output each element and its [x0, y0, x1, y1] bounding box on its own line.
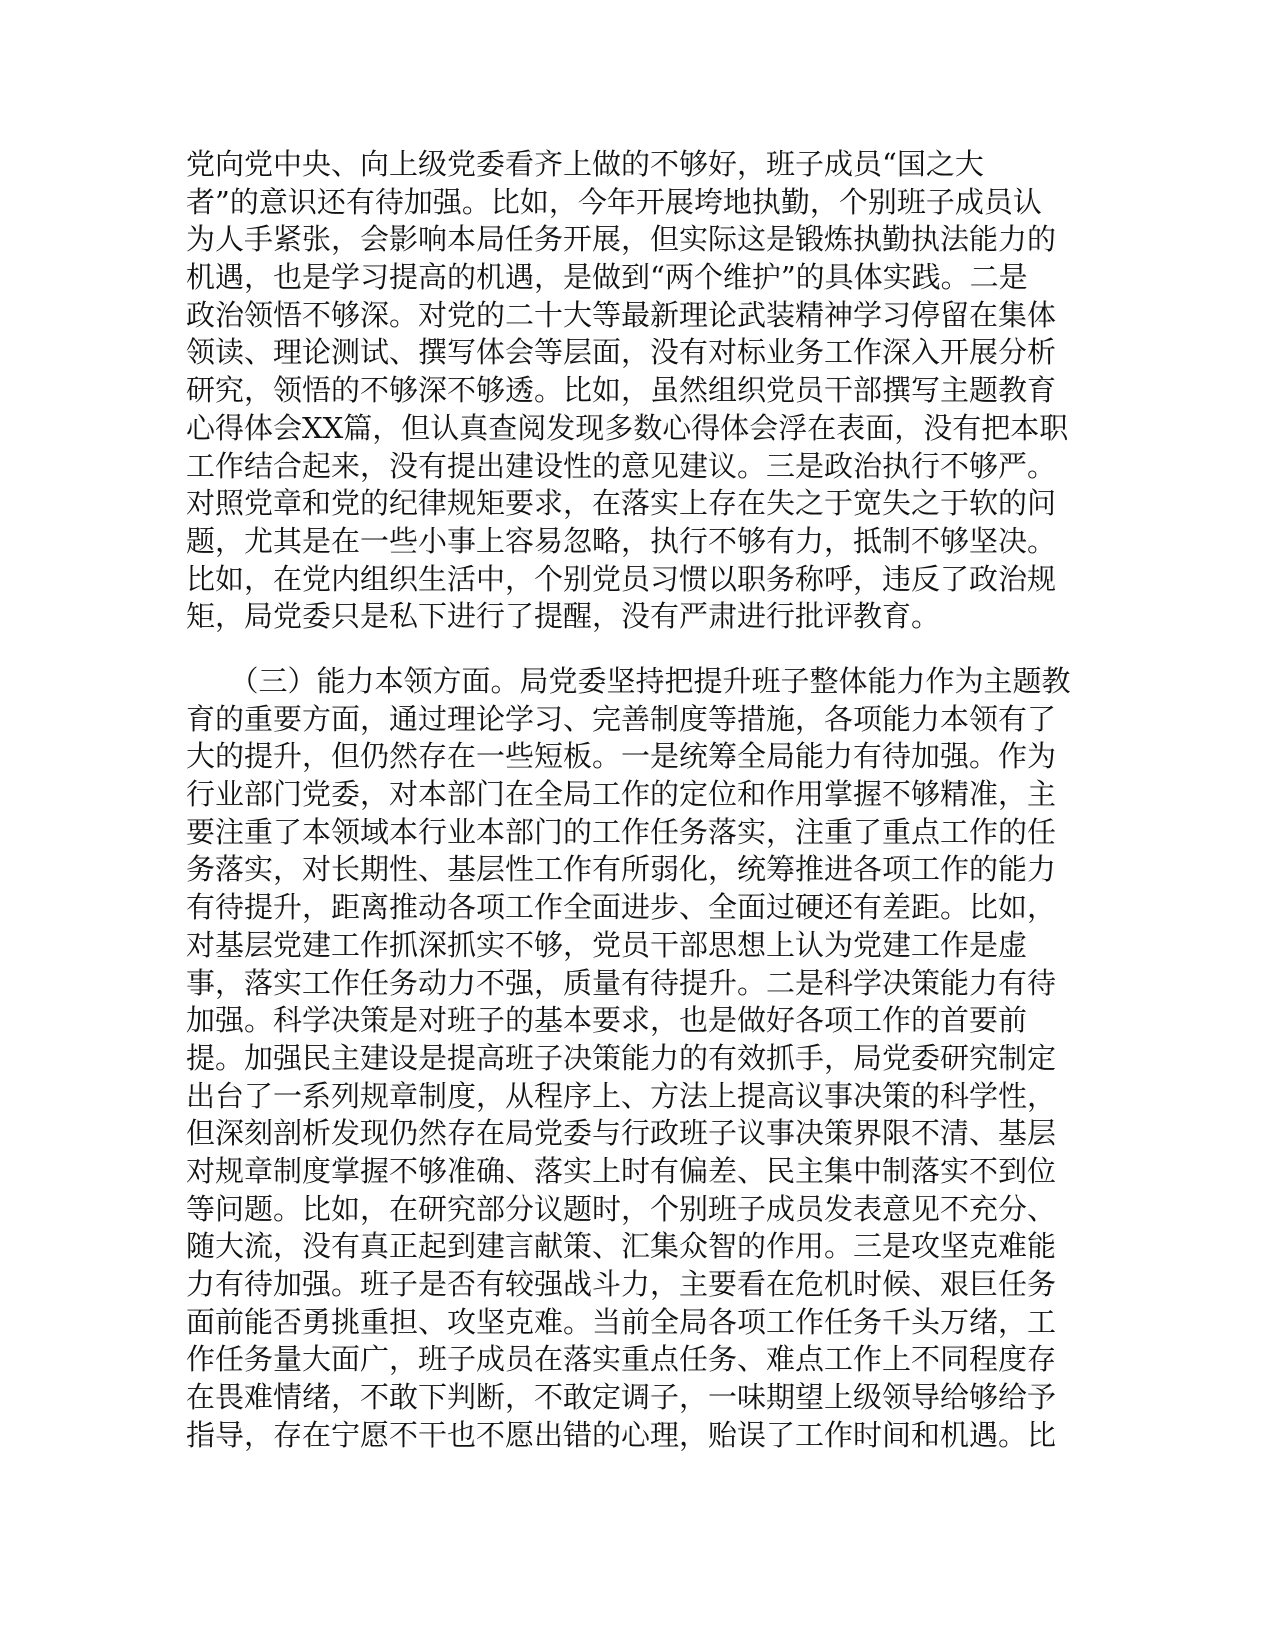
text-line: 对规章制度掌握不够准确、落实上时有偏差、民主集中制落实不到位	[186, 1153, 1057, 1188]
text-line: 出台了一系列规章制度，从程序上、方法上提高议事决策的科学性，	[186, 1078, 1057, 1113]
text-line: 心得体会XX篇，但认真查阅发现多数心得体会浮在表面，没有把本职	[186, 410, 1069, 445]
text-line: 机遇，也是学习提高的机遇，是做到“两个维护”的具体实践。二是	[186, 260, 1028, 295]
text-line: 在畏难情绪，不敢下判断，不敢定调子，一味期望上级领导给够给予	[186, 1380, 1057, 1415]
text-line: 行业部门党委，对本部门在全局工作的定位和作用掌握不够精准，主	[186, 777, 1057, 812]
text-line: （三）能力本领方面。局党委坚持把提升班子整体能力作为主题教	[186, 664, 1071, 698]
text-line: 矩，局党委只是私下进行了提醒，没有严肃进行批评教育。	[186, 599, 941, 634]
text-line: 研究，领悟的不够深不够透。比如，虽然组织党员干部撰写主题教育	[186, 373, 1057, 408]
text-line: 育的重要方面，通过理论学习、完善制度等措施，各项能力本领有了	[186, 701, 1057, 736]
text-line: 面前能否勇挑重担、攻坚克难。当前全局各项工作任务千头万绪，工	[186, 1304, 1057, 1339]
text-line: 提。加强民主建设是提高班子决策能力的有效抓手，局党委研究制定	[186, 1040, 1057, 1075]
text-line: 等问题。比如，在研究部分议题时，个别班子成员发表意见不充分、	[186, 1191, 1057, 1226]
text-line: 随大流，没有真正起到建言献策、汇集众智的作用。三是攻坚克难能	[186, 1229, 1057, 1264]
text-line: 比如，在党内组织生活中，个别党员习惯以职务称呼，违反了政治规	[186, 561, 1057, 596]
text-line: 领读、理论测试、撰写体会等层面，没有对标业务工作深入开展分析	[186, 335, 1057, 370]
paragraph-ability-section	[186, 663, 1086, 1454]
text-line: 加强。科学决策是对班子的基本要求，也是做好各项工作的首要前	[186, 1003, 1028, 1038]
text-line: 但深刻剖析发现仍然存在局党委与行政班子议事决策界限不清、基层	[186, 1116, 1057, 1151]
text-line: 作任务量大面广，班子成员在落实重点任务、难点工作上不同程度存	[186, 1342, 1057, 1377]
paragraph-political-section	[186, 146, 1086, 636]
text-line: 政治领悟不够深。对党的二十大等最新理论武装精神学习停留在集体	[186, 297, 1057, 332]
text-line: 题，尤其是在一些小事上容易忽略，执行不够有力，抵制不够坚决。	[186, 523, 1057, 558]
text-line: 工作结合起来，没有提出建设性的意见建议。三是政治执行不够严。	[186, 448, 1057, 483]
text-line: 事，落实工作任务动力不强，质量有待提升。二是科学决策能力有待	[186, 965, 1057, 1000]
text-line: 有待提升，距离推动各项工作全面进步、全面过硬还有差距。比如，	[186, 890, 1057, 925]
text-line: 对照党章和党的纪律规矩要求，在落实上存在失之于宽失之于软的问	[186, 486, 1057, 521]
text-line: 力有待加强。班子是否有较强战斗力，主要看在危机时候、艰巨任务	[186, 1267, 1057, 1301]
text-line: 对基层党建工作抓深抓实不够，党员干部思想上认为党建工作是虚	[186, 927, 1028, 962]
text-line: 为人手紧张，会影响本局任务开展，但实际这是锻炼执勤执法能力的	[186, 222, 1057, 257]
text-line: 指导，存在宁愿不干也不愿出错的心理，贻误了工作时间和机遇。比	[186, 1417, 1057, 1452]
text-line: 者”的意识还有待加强。比如，今年开展垮地执勤，个别班子成员认	[186, 184, 1042, 219]
text-line: 大的提升，但仍然存在一些短板。一是统筹全局能力有待加强。作为	[186, 739, 1057, 774]
text-line: 要注重了本领域本行业本部门的工作任务落实，注重了重点工作的任	[186, 814, 1057, 849]
text-line: 党向党中央、向上级党委看齐上做的不够好，班子成员“国之大	[186, 147, 984, 181]
text-line: 务落实，对长期性、基层性工作有所弱化，统筹推进各项工作的能力	[186, 852, 1057, 887]
